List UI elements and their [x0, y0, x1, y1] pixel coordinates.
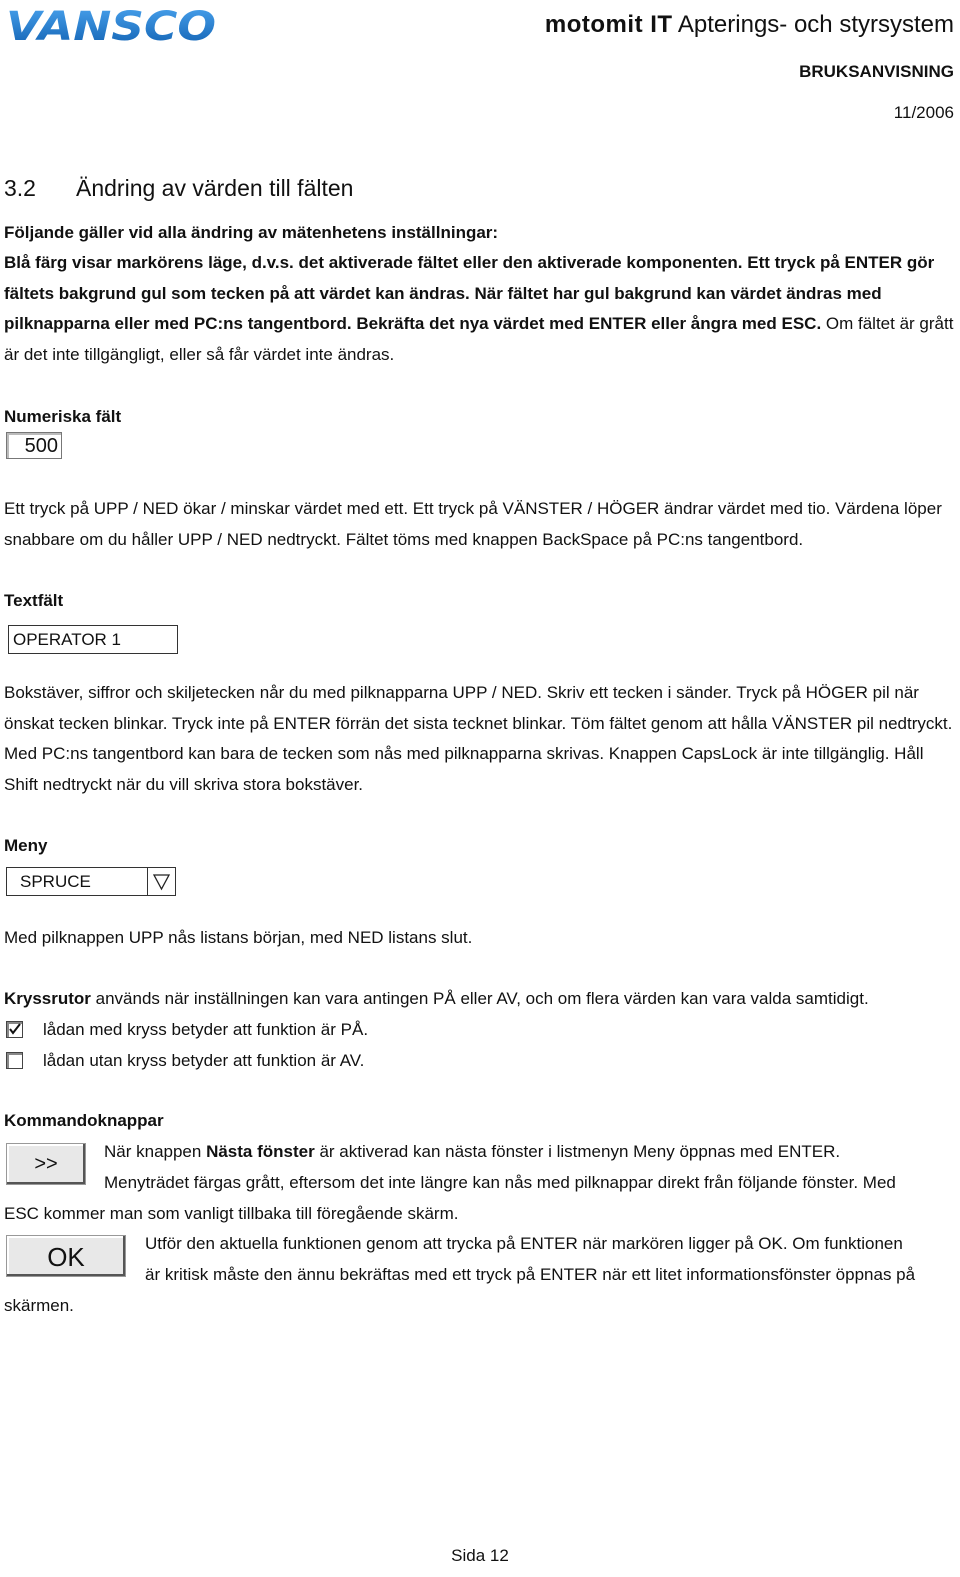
checkmark-icon [7, 1022, 22, 1037]
product-name: motomit IT [544, 11, 673, 38]
numeric-field-example: 500 [6, 432, 62, 459]
system-name: Apterings- och styrsystem [677, 11, 954, 38]
svg-text:VANSCO: VANSCO [6, 4, 216, 46]
textfield-heading: Textfält [4, 591, 64, 610]
next-window-button-example: >> [6, 1143, 86, 1185]
unchecked-checkbox-example [6, 1052, 23, 1069]
checked-checkbox-text: lådan med kryss betyder att funktion är PÅ. [43, 1020, 369, 1039]
checkbox-lead: Kryssrutor [4, 989, 91, 1008]
next-text-bold: Nästa fönster [206, 1142, 315, 1161]
intro-bold-text: Blå färg visar markörens läge, d.v.s. det aktiverade fältet eller den aktiverade komponenten. Ett tryck på ENTER gör fältets bakgrund gul som tecken på att värdet kan ändras. När fältet har gul bakgrund kan värdet ändras med pilknapparna eller med PC:ns tangentbord. Bekräfta det nya värdet med ENTER eller ångra med ESC. [4, 253, 935, 334]
menu-selected-value: SPRUCE [20, 872, 91, 891]
commands-heading: Kommandoknappar [4, 1111, 164, 1130]
numeric-paragraph: Ett tryck på UPP / NED ökar / minskar värdet med ett. Ett tryck på VÄNSTER / HÖGER ändrar värdet med tio. Värdena löper snabbare om du håller UPP / NED nedtryckt. Fältet töms med knappen BackSpace på PC:ns tangentbord. [4, 499, 942, 549]
section-number: 3.2 [4, 175, 36, 201]
checkbox-text: används när inställningen kan vara antingen PÅ eller AV, och om flera värden kan vara valda samtidigt. [90, 989, 869, 1008]
next-text-pre: När knappen [104, 1142, 207, 1161]
ok-button-text-line1: Utför den aktuella funktionen genom att trycka på ENTER när markören ligger på OK. Om funktionen [145, 1234, 903, 1253]
section-heading [4, 175, 353, 202]
next-button-text-line2: Menyträdet färgas grått, eftersom det inte längre kan nås med pilknappar direkt från följande fönster. Med [104, 1173, 896, 1192]
page-number: Sida 12 [451, 1546, 509, 1565]
document-date: 11/2006 [893, 103, 954, 122]
dropdown-triangle-icon [147, 868, 175, 895]
next-text-post: är aktiverad kan nästa fönster i listmenyn Meny öppnas med ENTER. [314, 1142, 841, 1161]
checked-checkbox-example [6, 1021, 23, 1038]
numeric-heading: Numeriska fält [4, 407, 122, 426]
menu-heading: Meny [4, 836, 48, 855]
next-button-text [104, 1137, 954, 1168]
next-button-text-line3: ESC kommer man som vanligt tillbaka till föregående skärm. [4, 1204, 459, 1223]
ok-button-text-line3: skärmen. [4, 1296, 74, 1315]
document-title [545, 11, 954, 39]
document-subtitle: BRUKSANVISNING [799, 62, 954, 81]
intro-normal-text: Om fältet är grått är det inte tillgängligt, eller så får värdet inte ändras. [4, 314, 954, 365]
ok-button-text-line2: är kritisk måste den ännu bekräftas med ett tryck på ENTER när ett litet informationsfönster öppnas på [145, 1265, 916, 1284]
textfield-paragraph: Bokstäver, siffror och skiljetecken når du med pilknapparna UPP / NED. Skriv ett tecken i sänder. Tryck på HÖGER pil när önskat tecken blinkar. Tryck inte på ENTER förrän det sista tecknet blinkar. Töm fältet genom att hålla VÄNSTER pil nedtryckt. Med PC:ns tangentbord kan bara de tecken som nås med pilknapparna skrivas. Knappen CapsLock är inte tillgänglig. Håll Shift nedtryckt när du vill skriva stora bokstäver. [4, 683, 953, 795]
unchecked-checkbox-text: lådan utan kryss betyder att funktion är AV. [43, 1051, 365, 1070]
intro-heading: Följande gäller vid alla ändring av mätenhetens inställningar: [4, 223, 499, 242]
checkbox-paragraph [4, 984, 958, 1015]
menu-paragraph: Med pilknappen UPP nås listans början, med NED listans slut. [4, 928, 473, 947]
section-title: Ändring av värden till fälten [76, 175, 354, 201]
menu-dropdown-example [6, 867, 176, 896]
text-field-example: OPERATOR 1 [8, 625, 178, 654]
intro-paragraph [4, 248, 958, 371]
vansco-logo [4, 4, 220, 46]
ok-button-example: OK [6, 1235, 126, 1277]
